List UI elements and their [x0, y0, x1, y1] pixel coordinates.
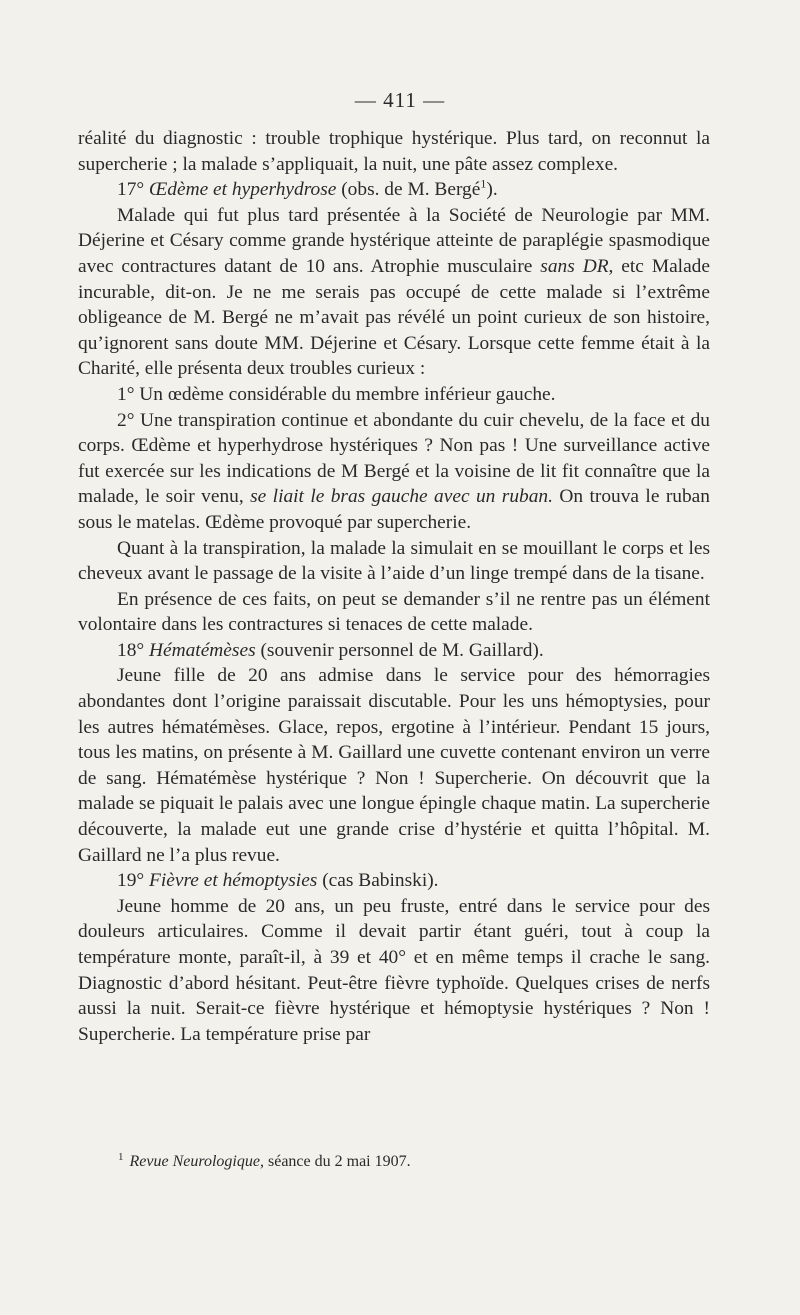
- footnote-text: séance du 2 mai 1907.: [263, 1153, 411, 1170]
- paragraph-11: Jeune homme de 20 ans, un peu fruste, entré dans le service pour des douleurs articulaires. Comme il devait partir étant guéri, tout à coup la température monte, paraît-il, à 39 et 40° et en même temps il crache le sang. Diagnostic d’abord hésitant. Peut-être fièvre typhoïde. Quelques crises de nerfs aussi la nuit. Serait-ce fièvre hystérique et hémoptysie hystériques ? Non ! Supercherie. La température prise par: [78, 895, 710, 1045]
- footnote-mark: 1: [118, 1150, 124, 1163]
- body-text: [78, 126, 710, 1047]
- observation-19-heading: 19° Fièvre et hémoptysies (cas Babinski).: [117, 870, 439, 892]
- paragraph-7: En présence de ces faits, on peut se demander s’il ne rentre pas un élément volontaire dans les contractures si tenaces de cette malade.: [78, 588, 710, 636]
- footnote: [118, 1152, 678, 1172]
- paragraph-9: Jeune fille de 20 ans admise dans le service pour des hémorragies abondantes dont l’origine paraissait discutable. Pour les uns hémoptysies, pour les autres hématémèses. Glace, repos, ergotine à l’intérieur. Pendant 15 jours, tous les matins, on présente à M. Gaillard une cuvette contenant environ un verre de sang. Hématémèse hystérique ? Non ! Supercherie. On découvrit que la malade se piquait le palais avec une longue épingle chaque matin. La supercherie découverte, la malade eut une grande crise d’hystérie et quitta l’hôpital. M. Gaillard ne l’a plus revue.: [78, 665, 710, 866]
- observation-number: 17°: [117, 179, 149, 201]
- observation-number: 18°: [117, 639, 149, 661]
- paragraph-5: 2° Une transpiration continue et abondante du cuir chevelu, de la face et du corps. Œdème et hyperhydrose hystériques ? Non pas ! Une surveillance active fut exercée sur les indications de M Bergé et la voisine de lit fit connaître que la malade, le soir venu, se liait le bras gauche avec un ruban. On trouva le ruban sous le matelas. Œdème provoqué par supercherie.: [78, 409, 710, 533]
- paragraph-3: Malade qui fut plus tard présentée à la Société de Neurologie par MM. Déjerine et Césary comme grande hystérique atteinte de paraplégie spasmodique avec contractures datant de 10 ans. Atrophie musculaire sans DR, etc Malade incurable, dit-on. Je ne me serais pas occupé de cette malade si l’extrême obligeance de M. Bergé ne m’avait pas révélé un point curieux de son histoire, qu’ignorent sans doute MM. Déjerine et Césary. Lorsque cette femme était à la Charité, elle présenta deux troubles curieux :: [78, 204, 710, 380]
- paragraph-1: réalité du diagnostic : trouble trophique hystérique. Plus tard, on reconnut la supercherie ; la malade s’appliquait, la nuit, une pâte assez complexe.: [78, 128, 710, 175]
- paragraph-4: 1° Un œdème considérable du membre inférieur gauche.: [117, 383, 556, 405]
- footnote-reference: 1: [480, 176, 487, 191]
- observation-title: Fièvre et hémoptysies: [149, 870, 318, 892]
- page-number: — 411 —: [354, 88, 446, 112]
- observation-title: Œdème et hyperhydrose: [149, 179, 337, 201]
- paragraph-6: Quant à la transpiration, la malade la simulait en se mouillant le corps et les cheveux avant le passage de la visite à l’aide d’un linge trempé dans de la tisane.: [78, 537, 710, 585]
- footnote-source: Revue Neurologique,: [129, 1153, 264, 1170]
- observation-17-heading: 17° Œdème et hyperhydrose (obs. de M. Bergé$^1$).: [117, 176, 498, 201]
- observation-title: Hématémèses: [149, 639, 256, 661]
- observation-18-heading: 18° Hématémèses (souvenir personnel de M. Gaillard).: [117, 639, 544, 661]
- observation-number: 19°: [117, 870, 149, 892]
